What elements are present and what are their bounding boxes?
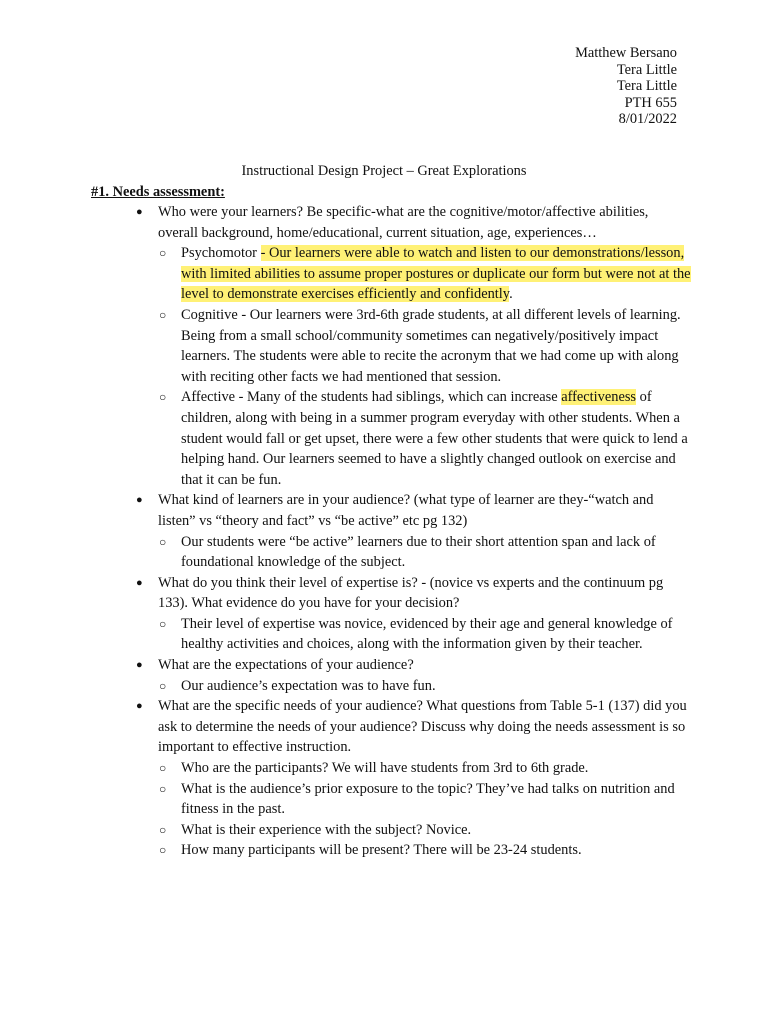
answer-text: Their level of expertise was novice, evidenced by their age and general knowledge of healthy activities and choices, along with the information given by their teacher. [181, 615, 673, 653]
list-item [159, 243, 691, 305]
list-item [159, 676, 691, 697]
answer-suffix: . [509, 286, 513, 303]
filled-circle-bullet-icon: ● [136, 659, 143, 672]
header-author-name: Matthew Bersano [575, 45, 677, 61]
list-item [136, 490, 691, 572]
list-item [159, 840, 691, 861]
hollow-circle-bullet-icon: ○ [159, 534, 167, 549]
filled-circle-bullet-icon: ● [136, 206, 143, 218]
answer-prefix: Psychomotor [181, 245, 261, 262]
list-item [159, 779, 691, 820]
hollow-circle-bullet-icon: ○ [159, 822, 167, 837]
document-title: Instructional Design Project – Great Explorations [241, 163, 527, 179]
question-text: What kind of learners are in your audience? (what type of learner are they-“watch and listen” vs “theory and fact” vs “be active” etc pg 132) [158, 492, 654, 529]
hollow-circle-bullet-icon: ○ [159, 761, 167, 776]
hollow-circle-bullet-icon: ○ [159, 246, 167, 261]
hollow-circle-bullet-icon: ○ [159, 843, 167, 858]
answer-prefix: Affective - Many of the students had siblings, which can increase [181, 389, 562, 406]
hollow-circle-bullet-icon: ○ [159, 390, 167, 405]
list-item [136, 202, 691, 490]
hollow-circle-bullet-icon: ○ [159, 307, 167, 322]
answer-list [158, 243, 691, 490]
filled-circle-bullet-icon: ● [136, 494, 143, 507]
filled-circle-bullet-icon: ● [136, 576, 143, 589]
author-header [575, 45, 677, 128]
header-course-code: PTH 655 [624, 94, 677, 111]
question-text: Who were your learners? Be specific-what are the cognitive/motor/affective abilities, overall background, home/educational, current situation, age, experiences… [158, 204, 649, 241]
list-item [159, 305, 691, 387]
section-heading: #1. Needs assessment: [91, 184, 225, 200]
list-item [136, 573, 691, 655]
list-item [159, 532, 691, 573]
answer-list [158, 532, 691, 573]
header-instructor-name: Tera Little [616, 61, 677, 78]
highlighted-text: - Our learners were able to watch and listen to our demonstrations/lesson, with limited abilities to assume proper postures or duplicate our form but were not at the level to demonstrate exercises efficiently and confidently [181, 245, 691, 303]
answer-list [158, 676, 691, 697]
filled-circle-bullet-icon: ● [136, 700, 143, 713]
hollow-circle-bullet-icon: ○ [159, 781, 167, 796]
answer-text: How many participants will be present? There will be 23-24 students. [181, 842, 582, 859]
header-date: 8/01/2022 [618, 111, 677, 128]
answer-text: What is the audience’s prior exposure to the topic? They’ve had talks on nutrition and fitness in the past. [181, 780, 675, 818]
answer-suffix: of children, along with being in a summer program everyday with other students. When a student would fall or get upset, there were a few other students that were quick to lend a helping hand. Our learners seemed to have a slightly changed outlook on exercise and that it can be fun. [181, 389, 688, 488]
answer-list [158, 614, 691, 655]
list-item [159, 614, 691, 655]
document-body [91, 202, 691, 861]
question-text: What are the expectations of your audience? [158, 657, 414, 674]
answer-text: Our students were “be active” learners due to their short attention span and lack of foundational knowledge of the subject. [181, 533, 656, 571]
list-item [159, 387, 691, 490]
answer-text: Cognitive - Our learners were 3rd-6th grade students, at all different levels of learning. Being from a small school/community sometimes can negatively/positively impact learners. The students were able to recite the acronym that we had come up with along with reciting other facts we had mentioned that session. [181, 306, 681, 385]
highlighted-text: affectiveness [561, 389, 637, 406]
question-text: What are the specific needs of your audience? What questions from Table 5-1 (137) did you ask to determine the needs of your audience? Discuss why doing the needs assessment is so important to effective instruction. [158, 698, 687, 756]
question-list [91, 202, 691, 861]
list-item [159, 820, 691, 841]
question-text: What do you think their level of expertise is? - (novice vs experts and the continuum pg 133). What evidence do you have for your decision? [158, 574, 664, 612]
list-item [136, 696, 691, 861]
answer-list [158, 758, 691, 861]
header-instructor-name-duplicate: Tera Little [616, 78, 677, 95]
list-item [136, 655, 691, 696]
answer-text: Our audience’s expectation was to have fun. [181, 677, 436, 694]
list-item [159, 758, 691, 779]
answer-text: What is their experience with the subject? Novice. [181, 821, 472, 838]
answer-text: Who are the participants? We will have students from 3rd to 6th grade. [181, 760, 589, 777]
hollow-circle-bullet-icon: ○ [159, 616, 167, 631]
hollow-circle-bullet-icon: ○ [159, 678, 167, 693]
